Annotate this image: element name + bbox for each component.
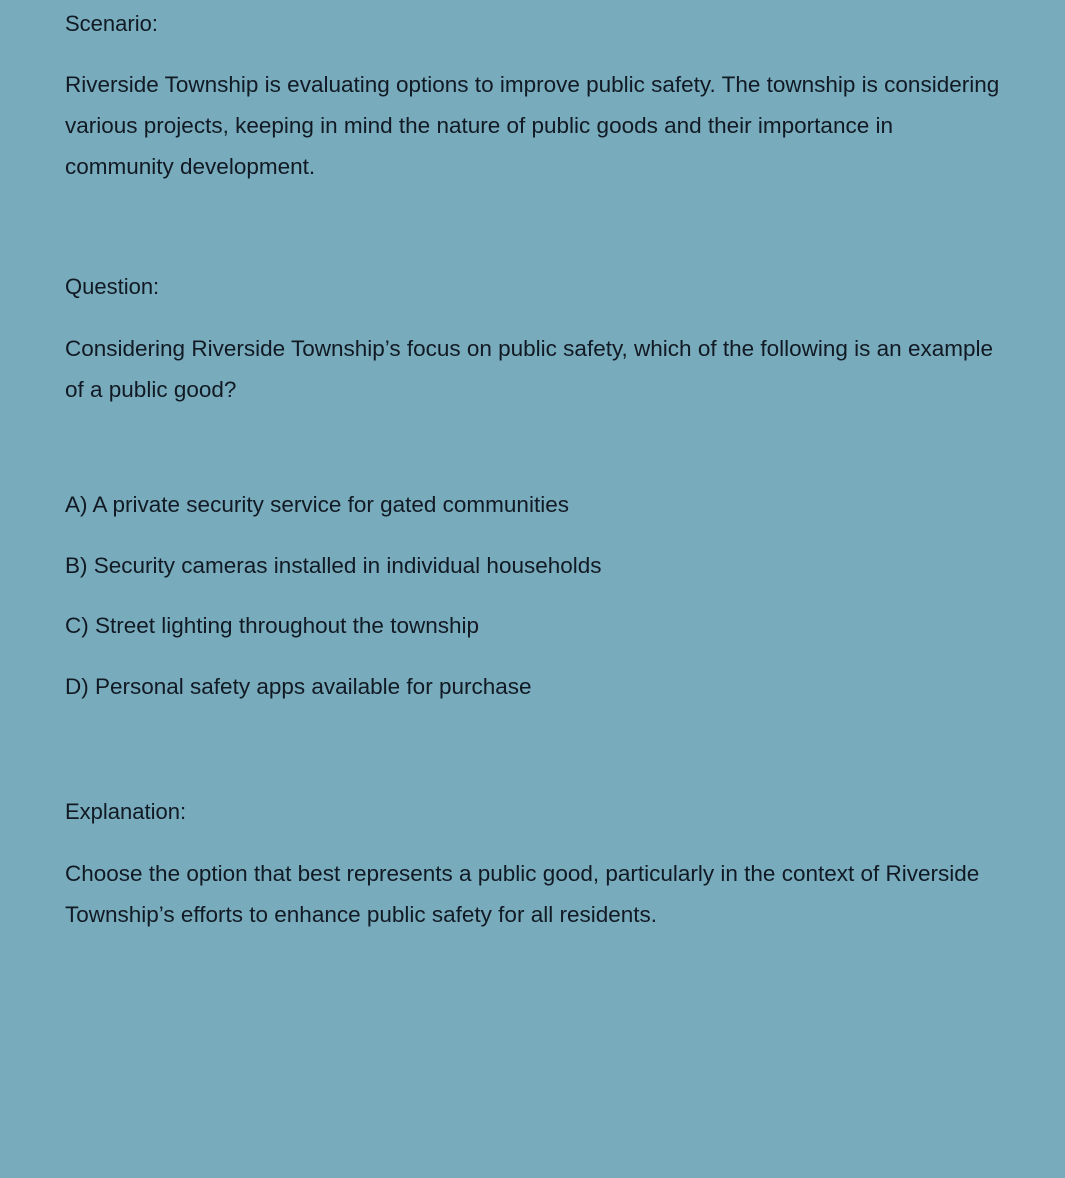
explanation-text: Choose the option that best represents a public good, particularly in the context of Riverside Township’s efforts to enhance public safety for all residents. [65,861,980,927]
scenario-text: Riverside Township is evaluating options to improve public safety. The township is considering various projects, keeping in mind the nature of public goods and their importance in community development. [65,72,1000,179]
question-heading: Question: [65,274,160,299]
option-a: A) A private security service for gated communities [65,492,569,517]
scenario-heading: Scenario: [65,11,158,36]
explanation-heading: Explanation: [65,799,187,824]
option-c: C) Street lighting throughout the township [65,613,479,638]
option-b: B) Security cameras installed in individual households [65,552,602,578]
question-text: Considering Riverside Township’s focus on public safety, which of the following is an example of a public good? [65,336,993,402]
option-d: D) Personal safety apps available for purchase [65,673,532,699]
answer-options [65,491,602,733]
